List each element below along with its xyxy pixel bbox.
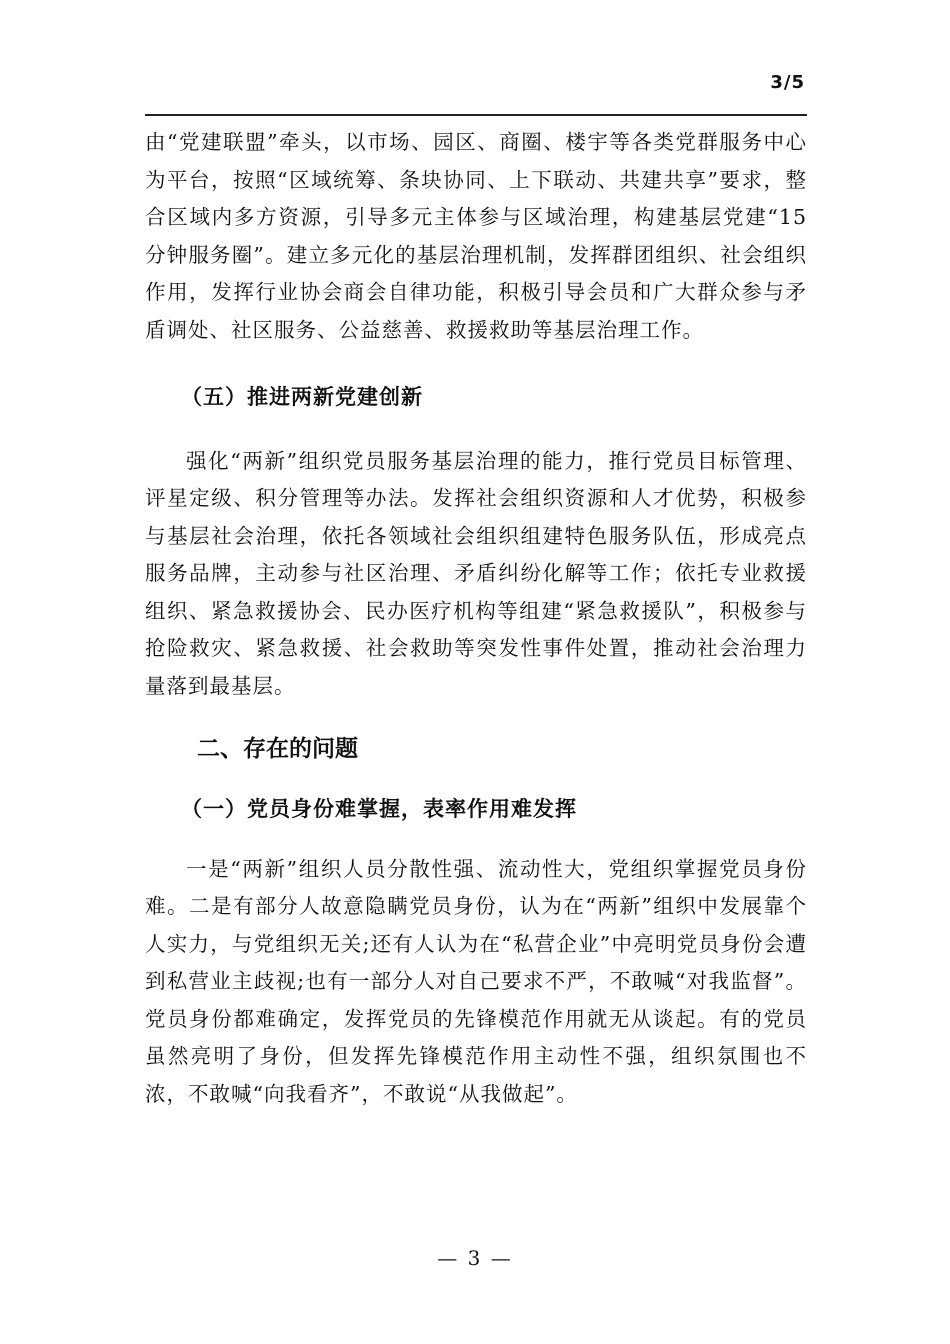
subsection-heading: （五）推进两新党建创新 — [181, 385, 423, 409]
body-paragraph: 由“党建联盟”牵头，以市场、园区、商圈、楼宇等各类党群服务中心为平台，按照“区域统筹、条块协同、上下联动、共建共享”要求，整合区域内多方资源，引导多元主体参与区域治理，构建基层党建“15分钟服务圈”。建立多元化的基层治理机制，发挥群团组织、社会组织作用，发挥行业协会商会自律功能，积极引导会员和广大群众参与矛盾调处、社区服务、公益慈善、救援救助等基层治理工作。 — [145, 130, 807, 342]
document-body — [145, 124, 807, 1113]
page-indicator: 3/5 — [770, 72, 805, 93]
section-heading: 二、存在的问题 — [197, 736, 358, 762]
body-paragraph: 一是“两新”组织人员分散性强、流动性大，党组织掌握党员身份难。二是有部分人故意隐瞒党员身份，认为在“两新”组织中发展靠个人实力，与党组织无关;还有人认为在“私营企业”中亮明党员身份会遭到私营业主歧视;也有一部分人对自己要求不严，不敢喊“对我监督”。党员身份都难确定，发挥党员的先锋模范作用就无从谈起。有的党员虽然亮明了身份，但发挥先锋模范作用主动性不强，组织氛围也不浓，不敢喊“向我看齐”，不敢说“从我做起”。 — [145, 856, 807, 1106]
page-footer-number: — 3 — — [437, 1246, 513, 1270]
body-paragraph: 强化“两新”组织党员服务基层治理的能力，推行党员目标管理、评星定级、积分管理等办法。发挥社会组织资源和人才优势，积极参与基层社会治理，依托各领域社会组织组建特色服务队伍，形成亮点服务品牌，主动参与社区治理、矛盾纠纷化解等工作；依托专业救援组织、紧急救援协会、民办医疗机构等组建“紧急救援队”，积极参与抢险救灾、紧急救援、社会救助等突发性事件处置，推动社会治理力量落到最基层。 — [145, 448, 807, 698]
subsection-heading: （一）党员身份难掌握，表率作用难发挥 — [181, 797, 577, 821]
header-divider — [145, 114, 807, 116]
